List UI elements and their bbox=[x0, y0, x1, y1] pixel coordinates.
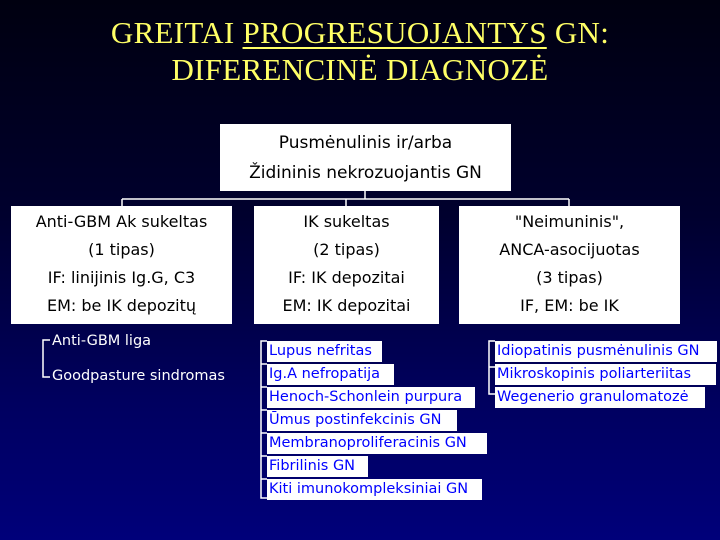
bracket-cat1 bbox=[43, 340, 50, 377]
category-node-3 bbox=[459, 206, 680, 324]
category-3-line-4: IF, EM: be IK bbox=[520, 296, 619, 315]
category-3-line-1: "Neimuninis", bbox=[514, 212, 625, 231]
category-1-line-3: IF: linijinis Ig.G, C3 bbox=[47, 268, 196, 287]
list-item-cat2-6: Fibrilinis GN bbox=[267, 456, 368, 477]
category-2-line-1: IK sukeltas bbox=[303, 212, 390, 231]
list-item-cat2-2: Ig.A nefropatija bbox=[267, 364, 394, 385]
category-1-line-2: (1 tipas) bbox=[88, 240, 155, 259]
root-line-1: Pusmėnulinis ir/arba bbox=[278, 133, 453, 153]
root-node bbox=[220, 124, 511, 191]
title-line-2: DIFERENCINĖ DIAGNOZĖ bbox=[171, 52, 549, 87]
category-node-1 bbox=[11, 206, 232, 324]
list-item-cat1-2: Goodpasture sindromas bbox=[52, 368, 225, 384]
category-3-line-2: ANCA-asocijuotas bbox=[499, 240, 640, 259]
category-2-line-2: (2 tipas) bbox=[313, 240, 380, 259]
category-2-line-4: EM: IK depozitai bbox=[282, 296, 411, 315]
list-item-cat2-3: Henoch-Schonlein purpura bbox=[267, 387, 475, 408]
category-3-line-3: (3 tipas) bbox=[536, 268, 603, 287]
list-item-cat1-1: Anti-GBM liga bbox=[52, 333, 152, 349]
list-item-cat2-7: Kiti imunokompleksiniai GN bbox=[267, 479, 482, 500]
list-item-cat2-1: Lupus nefritas bbox=[267, 341, 382, 362]
title-line-1: GREITAI PROGRESUOJANTYS GN: bbox=[110, 15, 610, 50]
category-node-2 bbox=[254, 206, 439, 324]
list-item-cat2-4: Ūmus postinfekcinis GN bbox=[267, 410, 457, 431]
category-2-line-3: IF: IK depozitai bbox=[288, 268, 405, 287]
category-1-line-1: Anti-GBM Ak sukeltas bbox=[35, 212, 208, 231]
list-item-cat3-1: Idiopatinis pusmėnulinis GN bbox=[495, 341, 717, 362]
root-line-2: Židininis nekrozuojantis GN bbox=[249, 163, 482, 183]
category-1-line-4: EM: be IK depozitų bbox=[47, 296, 196, 315]
list-item-cat3-2: Mikroskopinis poliarteriitas bbox=[495, 364, 716, 385]
list-item-cat3-3: Wegenerio granulomatozė bbox=[495, 387, 705, 408]
title-underlined-word: PROGRESUOJANTYS bbox=[242, 15, 547, 50]
list-item-cat2-5: Membranoproliferacinis GN bbox=[267, 433, 487, 454]
